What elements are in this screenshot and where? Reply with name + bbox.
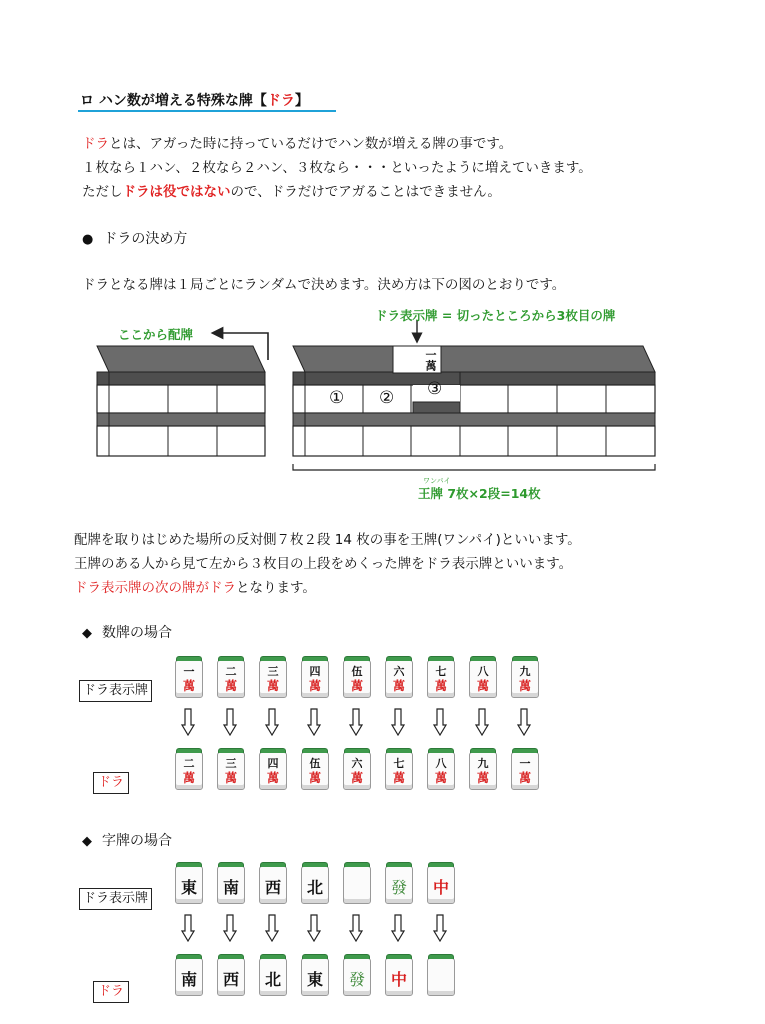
page-title: [80, 90, 309, 110]
tile-honor-char: 西: [222, 970, 239, 989]
tile-number: 六: [393, 665, 405, 678]
tile-suit-char: 萬: [224, 771, 237, 785]
tile-suit-char: 萬: [518, 679, 531, 693]
tile-number: 二: [183, 757, 195, 770]
section-how-heading: [82, 229, 187, 250]
tile: [427, 866, 455, 904]
tile-back-edge: [512, 656, 538, 661]
diamond-bullet-icon: ◆: [82, 626, 92, 641]
tile-suit-char: 萬: [182, 679, 195, 693]
tile-back-edge: [260, 748, 286, 753]
tile-number: 伍: [351, 665, 363, 678]
tile-honor-char: 發: [390, 878, 407, 897]
tile: [301, 866, 329, 904]
section-how-desc: ドラとなる牌は１局ごとにランダムで決めます。決め方は下の図のとおりです。: [82, 277, 566, 293]
down-arrow-icon: [349, 708, 363, 736]
section-how-title: ドラの決め方: [103, 231, 188, 247]
explain-line-3-emphasis: ドラ表示牌の次の牌がドラ: [74, 580, 236, 596]
tile-back-edge: [386, 656, 412, 661]
tile-back-edge: [302, 954, 328, 959]
tile-number: 一: [519, 757, 531, 770]
explain-line-3-text: となります。: [236, 580, 316, 596]
tile-suit-char: 萬: [308, 771, 321, 785]
honors-heading: [82, 831, 172, 852]
tile: [301, 752, 329, 790]
tile: [217, 866, 245, 904]
explain-line-1: 配牌を取りはじめた場所の反対側７枚２段 14 枚の事を王牌(ワンパイ)といいます。: [74, 532, 581, 548]
intro-line-1-text: とは、アガった時に持っているだけでハン数が増える牌の事です。: [109, 136, 513, 152]
indicator-label: ドラ表示牌 = 切ったところから3枚目の牌: [375, 308, 616, 323]
intro-line-1: [82, 134, 512, 154]
tile-back-edge: [344, 954, 370, 959]
explain-line-2: 王牌のある人から見て左から３枚目の上段をめくった牌をドラ表示牌といいます。: [74, 556, 573, 572]
tile-number: 一: [183, 665, 195, 678]
tile: [343, 752, 371, 790]
down-arrow-icon: [265, 708, 279, 736]
tile: [259, 752, 287, 790]
down-arrow-icon: [391, 914, 405, 942]
tile-back-edge: [428, 862, 454, 867]
tile-number: 八: [477, 665, 489, 678]
tile: [427, 752, 455, 790]
diamond-bullet-icon: ◆: [82, 834, 92, 849]
indicator-tile-face: 一萬: [424, 349, 437, 371]
down-arrow-icon: [433, 914, 447, 942]
title-prefix: ロ ハン数が増える特殊な牌【: [80, 93, 267, 109]
tile: [343, 866, 371, 904]
tile-back-edge: [302, 748, 328, 753]
wanpai-bracket: [293, 464, 655, 470]
down-arrow-icon: [307, 708, 321, 736]
tile: [259, 866, 287, 904]
tile-number: 四: [309, 665, 321, 678]
down-arrow-icon: [349, 914, 363, 942]
right-wall: [293, 320, 655, 470]
tile: [385, 866, 413, 904]
down-arrow-icon: [475, 708, 489, 736]
tile-back-edge: [512, 748, 538, 753]
wall-circle-2: ②: [379, 388, 395, 408]
tile: [175, 752, 203, 790]
tile-number: 九: [477, 757, 489, 770]
tile: [301, 660, 329, 698]
tile-back-edge: [386, 954, 412, 959]
tile-honor-char: 南: [180, 970, 197, 989]
intro-dora-word: ドラ: [82, 136, 109, 152]
tile-back-edge: [176, 748, 202, 753]
tile-honor-char: 北: [264, 970, 281, 989]
intro-line-3: [82, 182, 501, 202]
tile-back-edge: [176, 954, 202, 959]
tile-honor-char: 西: [264, 878, 281, 897]
tile-number: 七: [393, 757, 405, 770]
tile-back-edge: [344, 656, 370, 661]
tile-back-edge: [386, 748, 412, 753]
tile: [175, 866, 203, 904]
tile-number: 三: [267, 665, 279, 678]
tile-suit-char: 萬: [518, 771, 531, 785]
tile-honor-char: 東: [306, 970, 323, 989]
tile-suit-char: 萬: [224, 679, 237, 693]
tile-suit-char: 萬: [350, 771, 363, 785]
tile: [259, 958, 287, 996]
tile-back-edge: [344, 862, 370, 867]
tile-suit-char: 萬: [476, 679, 489, 693]
tile-back-edge: [428, 656, 454, 661]
wanpai-label: 王牌 7枚×2段=14枚: [418, 486, 541, 501]
down-arrow-icon: [265, 914, 279, 942]
honors-indicator-label: ドラ表示牌: [79, 888, 152, 910]
bullet-icon: ●: [82, 232, 94, 247]
down-arrow-icon: [223, 708, 237, 736]
tile: [385, 752, 413, 790]
left-wall: [97, 346, 265, 456]
title-highlight: ドラ: [266, 93, 295, 109]
tile-suit-char: 萬: [266, 679, 279, 693]
tile-suit-char: 萬: [434, 679, 447, 693]
intro-line-3-emphasis: ドラは役ではない: [122, 184, 231, 200]
tile: [343, 660, 371, 698]
wall-circle-3: ③: [427, 379, 443, 399]
down-arrow-icon: [433, 708, 447, 736]
tile-honor-char: 南: [222, 878, 239, 897]
tile: [511, 752, 539, 790]
tile-honor-char: 東: [180, 878, 197, 897]
tile-back-edge: [260, 862, 286, 867]
deal-label: ここから配牌: [118, 327, 194, 342]
down-arrow-icon: [391, 708, 405, 736]
tile-back-edge: [218, 954, 244, 959]
tile: [385, 958, 413, 996]
tile: [175, 958, 203, 996]
honors-dora-label: ドラ: [93, 981, 129, 1003]
wanpai-ruby: ワンパイ: [423, 477, 451, 485]
down-arrow-icon: [181, 708, 195, 736]
tile-back-edge: [218, 862, 244, 867]
tile: [427, 958, 455, 996]
tile-back-edge: [470, 748, 496, 753]
tile: [175, 660, 203, 698]
tile-number: 九: [519, 665, 531, 678]
tile-suit-char: 萬: [392, 679, 405, 693]
suits-indicator-label: ドラ表示牌: [79, 680, 152, 702]
tile-back-edge: [428, 748, 454, 753]
tile: [511, 660, 539, 698]
tile: [469, 752, 497, 790]
title-underline: [78, 110, 336, 112]
tile-honor-char: 北: [306, 878, 323, 897]
tile: [217, 752, 245, 790]
suits-heading: [82, 623, 172, 644]
tile-honor-char: 中: [432, 878, 449, 897]
down-arrow-icon: [517, 708, 531, 736]
tile-number: 六: [351, 757, 363, 770]
tile-back-edge: [470, 656, 496, 661]
down-arrow-icon: [223, 914, 237, 942]
suits-title: 数牌の場合: [102, 625, 172, 641]
title-suffix: 】: [294, 93, 309, 109]
tile: [469, 660, 497, 698]
tile-back-edge: [176, 656, 202, 661]
tile: [427, 660, 455, 698]
tile-back-edge: [260, 954, 286, 959]
tile-suit-char: 萬: [392, 771, 405, 785]
tile-back-edge: [386, 862, 412, 867]
tile: [217, 958, 245, 996]
suits-dora-label: ドラ: [93, 772, 129, 794]
explain-line-3: [74, 578, 316, 598]
honors-title: 字牌の場合: [102, 833, 172, 849]
tile-back-edge: [218, 656, 244, 661]
tile: [343, 958, 371, 996]
tile-honor-char: 中: [390, 970, 407, 989]
tile-suit-char: 萬: [308, 679, 321, 693]
tile: [259, 660, 287, 698]
tile-back-edge: [302, 656, 328, 661]
tile: [385, 660, 413, 698]
wall-circle-1: ①: [329, 388, 345, 408]
tile-back-edge: [176, 862, 202, 867]
tile: [301, 958, 329, 996]
tile-suit-char: 萬: [266, 771, 279, 785]
tile-number: 伍: [309, 757, 321, 770]
tile-number: 二: [225, 665, 237, 678]
tile-back-edge: [302, 862, 328, 867]
down-arrow-icon: [307, 914, 321, 942]
tile-back-edge: [428, 954, 454, 959]
intro-line-3-c: ので、ドラだけでアガることはできません。: [230, 184, 501, 200]
down-arrow-icon: [181, 914, 195, 942]
tile-back-edge: [218, 748, 244, 753]
tile-suit-char: 萬: [434, 771, 447, 785]
intro-line-2: １枚なら１ハン、２枚なら２ハン、３枚なら・・・といったように増えていきます。: [82, 160, 592, 176]
tile-number: 三: [225, 757, 237, 770]
tile-number: 七: [435, 665, 447, 678]
intro-line-3-a: ただし: [82, 184, 123, 200]
tile-suit-char: 萬: [350, 679, 363, 693]
tile-suit-char: 萬: [476, 771, 489, 785]
tile-number: 八: [435, 757, 447, 770]
tile: [217, 660, 245, 698]
tile-back-edge: [344, 748, 370, 753]
tile-suit-char: 萬: [182, 771, 195, 785]
tile-number: 四: [267, 757, 279, 770]
tile-honor-char: 發: [348, 970, 365, 989]
tile-back-edge: [260, 656, 286, 661]
